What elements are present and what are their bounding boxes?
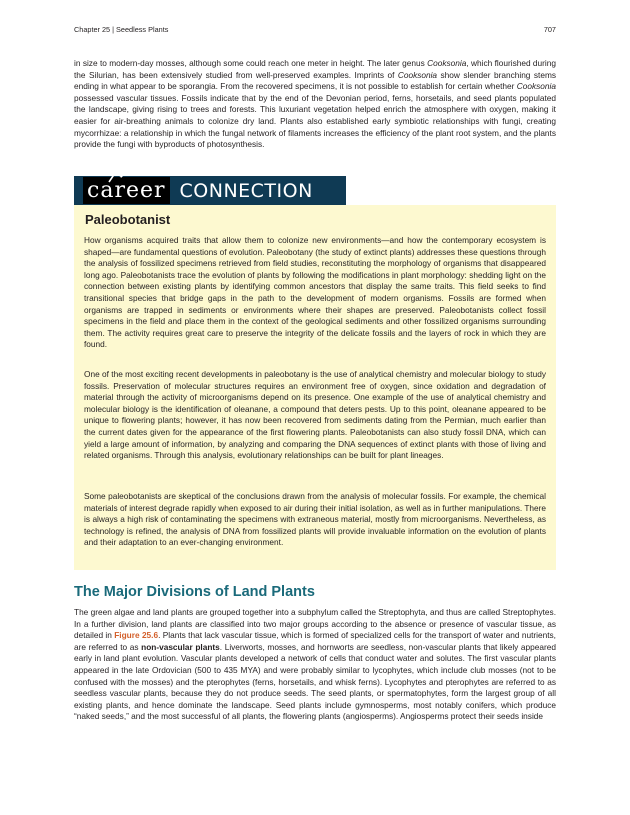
page-header [74,25,556,37]
section-paragraph [74,607,556,723]
genus-name: Cooksonia [397,69,438,80]
genus-name: Cooksonia [427,58,467,68]
key-term: non-vascular plants [141,641,220,652]
section-text-1: The green algae and land plants are grouped together into a subphylum called the Streptophyta, and thus are called Streptophytes. In a further division, land plants are classified into two major groups according to the absence or presence of vascular tissue, as detailed in [74,607,556,641]
genus-name: Cooksonia [516,81,556,92]
chapter-title: Chapter 25 | Seedless Plants [74,25,169,34]
section-text-2: . Plants that lack vascular tissue, which is formed of specialized cells for the transport of water and nutrients, are referred to as [74,630,556,652]
section-heading: The Major Divisions of Land Plants [74,584,315,600]
career-paragraph: How organisms acquired traits that allow them to colonize new environments—and how the contemporary ecosystem is shaped—are fundamental questions of evolution. Paleobotany (the study of extinct plants) addresses these questions through the analysis of fossilized specimens retrieved from field studies, reconstituting the morphology of organisms that disappeared long ago. Paleobotanists trace the evolution of plants by following the modifications in plant morphology: shedding light on the connection between existing plants by identifying common ancestors that display the same traits. This field seeks to find transitional species that bridge gaps in the path to the development of modern organisms. Fossils are formed when organisms are trapped in sediments or environments where their shapes are preserved. Paleobotanists collect fossil specimens in the field and place them in the context of the geological sediments and other fossilized organisms surrounding them. The activity requires great care to preserve the integrity of the delicate fossils and the layers of rock in which they are found. [84,235,546,350]
career-logo [83,177,170,204]
career-label: career [87,178,166,203]
intro-text-2: , which flourished during the Silurian, has been extensively studied from well-preserved examples. Imprints of [74,58,556,80]
page-number: 707 [543,25,556,34]
intro-paragraph [74,58,556,151]
intro-text-4: possessed vascular tissues. Fossils indicate that by the end of the Devonian period, ferns, horsetails, and seed plants populated the landscape, giving rising to trees and forests. This luxuriant vegetation helped enrich the atmosphere with oxygen, making it easier for air-breathing animals to colonize dry land. Plants also established early symbiotic relationships with fungi, creating mycorrhizae: a relationship in which the fungal network of filaments increases the efficiency of the plant root system, and the plants provide the fungi with byproducts of photosynthesis. [74,92,556,150]
section-text-3: . Liverworts, mosses, and hornworts are seedless, non-vascular plants that likely appeared early in land plant evolution. Vascular plants developed a network of cells that conduct water and solutes. The first vascular plants appeared in the late Ordovician (500 to 435 MYA) and were probably similar to lycophytes, which include club mosses (not to be confused with the mosses) and the pterophytes (ferns, horsetails, and whisk ferns). Lycophytes and pterophytes are referred to as seedless vascular plants, because they do not produce seeds. The seed plants, or spermatophytes, form the largest group of all existing plants, and hence dominate the landscape. Seed plants include gymnosperms, most notably conifers, which produce “naked seeds,” and the most successful of all plants, the flowering plants (angiosperms). Angiosperms protect their seeds inside [74,641,556,722]
figure-link[interactable]: Figure 25.6 [114,630,159,641]
career-connection-banner [74,176,346,205]
desk-lamp-icon [107,169,125,183]
career-paragraph: One of the most exciting recent developments in paleobotany is the use of analytical chemistry and molecular biology to study fossils. Preservation of molecular structures requires an environment free of oxygen, since oxidation and degradation of material through the activity of microorganisms depend on its presence. One example of the use of analytical chemistry and molecular biology is the identification of oleanane, a compound that deters pests. Up to this point, oleanane appeared to be unique to flowering plants; however, it has now been recovered from sediments dating from the Permian, much earlier than the current dates given for the appearance of the first flowering plants. Paleobotanists can also study fossil DNA, which can yield a large amount of information, by analyzing and comparing the DNA sequences of extinct plants with those of living and related organisms. Through this analysis, evolutionary relationships can be built for plant lineages. [84,369,546,461]
connection-label: CONNECTION [179,179,313,202]
career-paragraph: Some paleobotanists are skeptical of the conclusions drawn from the analysis of molecular fossils. For example, the chemical materials of interest degrade rapidly when exposed to air during their initial isolation, as well as in further manipulations. There is always a high risk of contaminating the specimens with extraneous material, mostly from microorganisms. Nevertheless, as technology is refined, the analysis of DNA from fossilized plants will provide invaluable information on the evolution of plants and their adaptation to an ever-changing environment. [84,491,546,548]
career-box-title: Paleobotanist [85,212,171,227]
intro-text-1: in size to modern-day mosses, although some could reach one meter in height. The later genus [74,58,428,68]
intro-text-3: show slender branching stems ending in what appear to be sporangia. From the recovered specimens, it is not possible to establish for certain whether [74,69,556,92]
